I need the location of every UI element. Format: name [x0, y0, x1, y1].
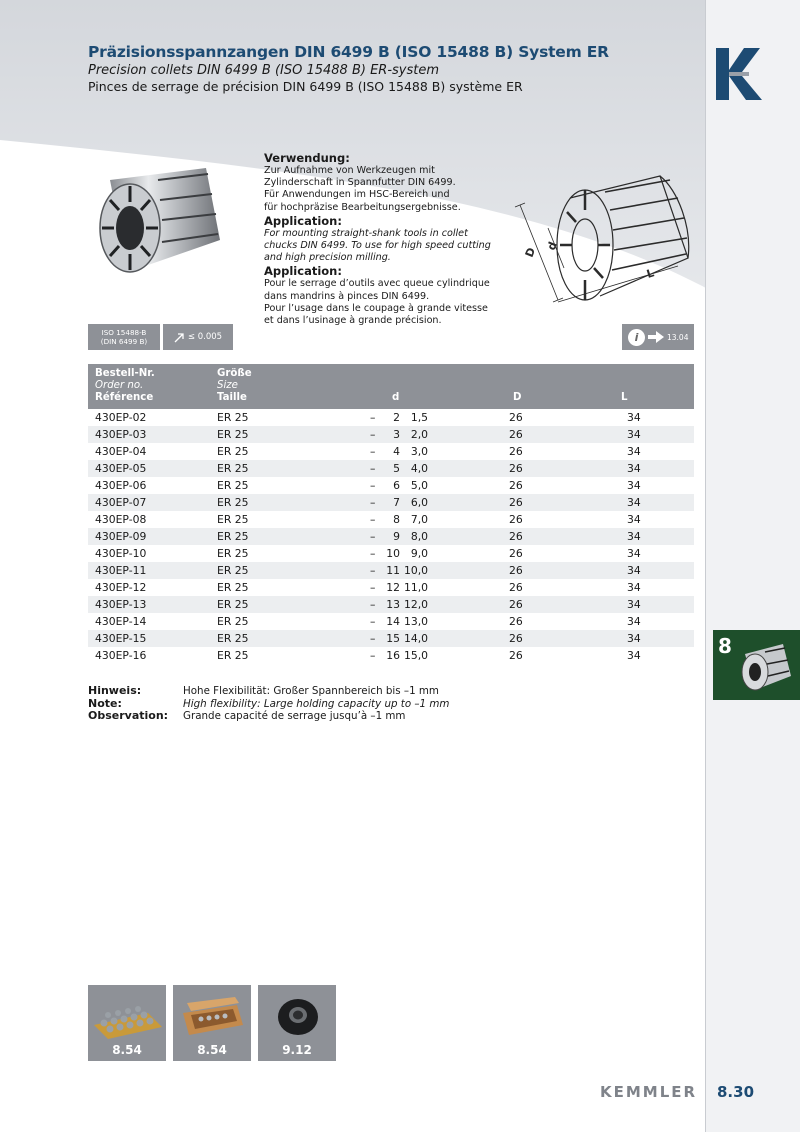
dim-D-label: D — [522, 245, 539, 260]
outer-diameter: 26 — [509, 547, 523, 560]
order-number: 430EP-05 — [95, 462, 147, 475]
d-from: 14 — [386, 615, 400, 628]
range-dash: – — [370, 581, 376, 594]
note-text-de: Hohe Flexibilität: Großer Spannbereich bis –1 mm — [183, 685, 439, 697]
table-row — [88, 443, 694, 460]
length: 34 — [627, 547, 641, 560]
size: ER 25 — [217, 632, 249, 645]
usage-line: et dans l’usinage à grande précision. — [264, 315, 442, 327]
note-text-en: High flexibility: Large holding capacity up to –1 mm — [183, 697, 450, 710]
length: 34 — [627, 428, 641, 441]
page-number: 8.30 — [717, 1083, 755, 1101]
outer-diameter: 26 — [509, 632, 523, 645]
range-dash: – — [370, 564, 376, 577]
table-row — [88, 477, 694, 494]
range-dash: – — [370, 462, 376, 475]
usage-line: and high precision milling. — [264, 252, 391, 264]
length: 34 — [627, 445, 641, 458]
d-to: 15,0 — [403, 649, 428, 662]
outer-diameter: 26 — [509, 513, 523, 526]
header-d: d — [392, 392, 400, 403]
kemmler-logo — [716, 48, 762, 100]
outer-diameter: 26 — [509, 445, 523, 458]
size: ER 25 — [217, 513, 249, 526]
d-to: 13,0 — [403, 615, 428, 628]
d-to: 8,0 — [410, 530, 428, 543]
header-size-de: Größe — [217, 368, 252, 379]
order-number: 430EP-09 — [95, 530, 147, 543]
size: ER 25 — [217, 547, 249, 560]
table-row — [88, 579, 694, 596]
wooden-box-image — [173, 985, 251, 1041]
d-to: 2,0 — [410, 428, 428, 441]
order-number: 430EP-12 — [95, 581, 147, 594]
d-from: 5 — [393, 462, 400, 475]
d-from: 3 — [393, 428, 400, 441]
d-from: 12 — [386, 581, 400, 594]
table-row — [88, 562, 694, 579]
order-number: 430EP-16 — [95, 649, 147, 662]
related-collet-set[interactable] — [88, 985, 166, 1061]
size: ER 25 — [217, 496, 249, 509]
outer-diameter: 26 — [509, 530, 523, 543]
d-from: 6 — [393, 479, 400, 492]
header-order-en: Order no. — [95, 380, 144, 391]
outer-diameter: 26 — [509, 564, 523, 577]
usage-line: chucks DIN 6499. To use for high speed cutting — [264, 240, 491, 252]
iso-badge — [88, 324, 160, 350]
size: ER 25 — [217, 581, 249, 594]
dim-d-label: d — [544, 239, 560, 253]
d-to: 4,0 — [410, 462, 428, 475]
outer-diameter: 26 — [509, 496, 523, 509]
table-row — [88, 426, 694, 443]
title-en: Precision collets DIN 6499 B (ISO 15488 B) ER-system — [88, 63, 440, 78]
brand-name: KEMMLER — [600, 1083, 698, 1101]
length: 34 — [627, 598, 641, 611]
related-ref: 8.54 — [112, 1043, 142, 1057]
length: 34 — [627, 649, 641, 662]
runout-arrow-icon — [174, 332, 185, 343]
related-clamping-nut[interactable] — [258, 985, 336, 1061]
range-dash: – — [370, 513, 376, 526]
order-number: 430EP-10 — [95, 547, 147, 560]
table-row — [88, 647, 694, 664]
size: ER 25 — [217, 479, 249, 492]
clamping-nut-image — [258, 985, 336, 1041]
d-from: 2 — [393, 411, 400, 424]
range-dash: – — [370, 649, 376, 662]
d-to: 12,0 — [403, 598, 428, 611]
title-block — [88, 43, 688, 94]
chapter-tab[interactable] — [713, 630, 800, 700]
usage-line: Zur Aufnahme von Werkzeugen mit — [264, 165, 435, 176]
d-to: 5,0 — [410, 479, 428, 492]
range-dash: – — [370, 445, 376, 458]
range-dash: – — [370, 598, 376, 611]
size: ER 25 — [217, 564, 249, 577]
table-header — [88, 364, 694, 409]
header-size — [217, 368, 252, 404]
d-from: 8 — [393, 513, 400, 526]
length: 34 — [627, 564, 641, 577]
range-dash: – — [370, 530, 376, 543]
d-to: 10,0 — [403, 564, 428, 577]
table-row — [88, 630, 694, 647]
size: ER 25 — [217, 445, 249, 458]
outer-diameter: 26 — [509, 598, 523, 611]
order-number: 430EP-04 — [95, 445, 147, 458]
usage-line: Für Anwendungen im HSC-Bereich und — [264, 189, 450, 201]
length: 34 — [627, 615, 641, 628]
range-dash: – — [370, 479, 376, 492]
usage-line: dans mandrins à pinces DIN 6499. — [264, 290, 430, 302]
technical-drawing — [510, 150, 700, 320]
usage-line: For mounting straight-shank tools in collet — [264, 227, 468, 239]
info-reference-badge[interactable] — [622, 324, 694, 350]
d-to: 14,0 — [403, 632, 428, 645]
usage-heading-en: Application: — [264, 213, 342, 228]
range-dash: – — [370, 496, 376, 509]
din-standard: (DIN 6499 B) — [100, 337, 148, 346]
d-from: 15 — [386, 632, 400, 645]
d-to: 11,0 — [403, 581, 428, 594]
dim-L-label: L — [645, 266, 656, 281]
info-page-ref: 13.04 — [667, 332, 689, 342]
order-number: 430EP-03 — [95, 428, 147, 441]
tolerance-badge — [163, 324, 233, 350]
header-order-fr: Référence — [95, 392, 154, 403]
related-ref: 9.12 — [282, 1043, 312, 1057]
d-from: 11 — [386, 564, 400, 577]
size: ER 25 — [217, 411, 249, 424]
size: ER 25 — [217, 428, 249, 441]
outer-diameter: 26 — [509, 462, 523, 475]
outer-diameter: 26 — [509, 615, 523, 628]
info-icon: i — [628, 329, 645, 346]
header-D: D — [513, 392, 522, 403]
length: 34 — [627, 496, 641, 509]
order-number: 430EP-07 — [95, 496, 147, 509]
outer-diameter: 26 — [509, 479, 523, 492]
d-to: 6,0 — [410, 496, 428, 509]
length: 34 — [627, 581, 641, 594]
size: ER 25 — [217, 649, 249, 662]
range-dash: – — [370, 547, 376, 560]
note-label-fr: Observation: — [88, 709, 169, 722]
length: 34 — [627, 479, 641, 492]
header-L: L — [621, 392, 628, 403]
d-from: 13 — [386, 598, 400, 611]
related-ref: 8.54 — [197, 1043, 227, 1057]
d-from: 10 — [386, 547, 400, 560]
range-dash: – — [370, 411, 376, 424]
length: 34 — [627, 530, 641, 543]
note-label-en: Note: — [88, 696, 122, 710]
d-to: 1,5 — [410, 411, 428, 424]
size: ER 25 — [217, 462, 249, 475]
table-row — [88, 545, 694, 562]
iso-standard: ISO 15488-B — [101, 328, 147, 337]
collet-thumbnail-icon — [737, 638, 795, 694]
size: ER 25 — [217, 598, 249, 611]
order-number: 430EP-08 — [95, 513, 147, 526]
d-to: 9,0 — [410, 547, 428, 560]
usage-heading-fr: Application: — [264, 264, 342, 279]
table-row — [88, 409, 694, 426]
length: 34 — [627, 632, 641, 645]
title-de: Präzisionsspannzangen DIN 6499 B (ISO 15488 B) System ER — [88, 43, 609, 61]
usage-line: Zylinderschaft in Spannfutter DIN 6499. — [264, 177, 456, 189]
collet-photo — [88, 150, 238, 280]
usage-line: Pour le serrage d’outils avec queue cylindrique — [264, 278, 490, 290]
usage-line: Pour l’usage dans le coupage à grande vitesse — [264, 302, 488, 314]
size: ER 25 — [217, 530, 249, 543]
length: 34 — [627, 462, 641, 475]
chapter-number: 8 — [718, 634, 732, 658]
length: 34 — [627, 513, 641, 526]
table-row — [88, 596, 694, 613]
outer-diameter: 26 — [509, 428, 523, 441]
table-row — [88, 494, 694, 511]
outer-diameter: 26 — [509, 581, 523, 594]
header-size-fr: Taille — [217, 392, 247, 403]
header-order — [95, 368, 155, 404]
outer-diameter: 26 — [509, 411, 523, 424]
d-from: 7 — [393, 496, 400, 509]
header-size-en: Size — [217, 380, 238, 391]
table-row — [88, 460, 694, 477]
order-number: 430EP-06 — [95, 479, 147, 492]
table-row — [88, 511, 694, 528]
title-fr: Pinces de serrage de précision DIN 6499 B (ISO 15488 B) système ER — [88, 79, 523, 94]
collet-set-image — [88, 985, 166, 1041]
table-row — [88, 613, 694, 630]
usage-heading-de: Verwendung: — [264, 151, 350, 165]
header-order-de: Bestell-Nr. — [95, 368, 155, 379]
order-number: 430EP-14 — [95, 615, 147, 628]
usage-line: für hochpräzise Bearbeitungsergebnisse. — [264, 201, 461, 213]
range-dash: – — [370, 632, 376, 645]
d-from: 4 — [393, 445, 400, 458]
length: 34 — [627, 411, 641, 424]
order-number: 430EP-13 — [95, 598, 147, 611]
related-collet-box[interactable] — [173, 985, 251, 1061]
d-to: 7,0 — [410, 513, 428, 526]
d-from: 16 — [386, 649, 400, 662]
note-text-fr: Grande capacité de serrage jusqu’à –1 mm — [183, 710, 406, 722]
outer-diameter: 26 — [509, 649, 523, 662]
tolerance-value: ≤ 0.005 — [187, 332, 223, 342]
range-dash: – — [370, 428, 376, 441]
arrow-right-icon — [648, 331, 664, 343]
note-label-de: Hinweis: — [88, 684, 142, 697]
order-number: 430EP-15 — [95, 632, 147, 645]
usage-text — [264, 151, 504, 327]
side-strip — [705, 0, 800, 1132]
d-from: 9 — [393, 530, 400, 543]
order-number: 430EP-11 — [95, 564, 147, 577]
range-dash: – — [370, 615, 376, 628]
d-to: 3,0 — [410, 445, 428, 458]
table-body — [88, 409, 694, 664]
order-number: 430EP-02 — [95, 411, 147, 424]
size: ER 25 — [217, 615, 249, 628]
product-table — [88, 364, 694, 664]
table-row — [88, 528, 694, 545]
